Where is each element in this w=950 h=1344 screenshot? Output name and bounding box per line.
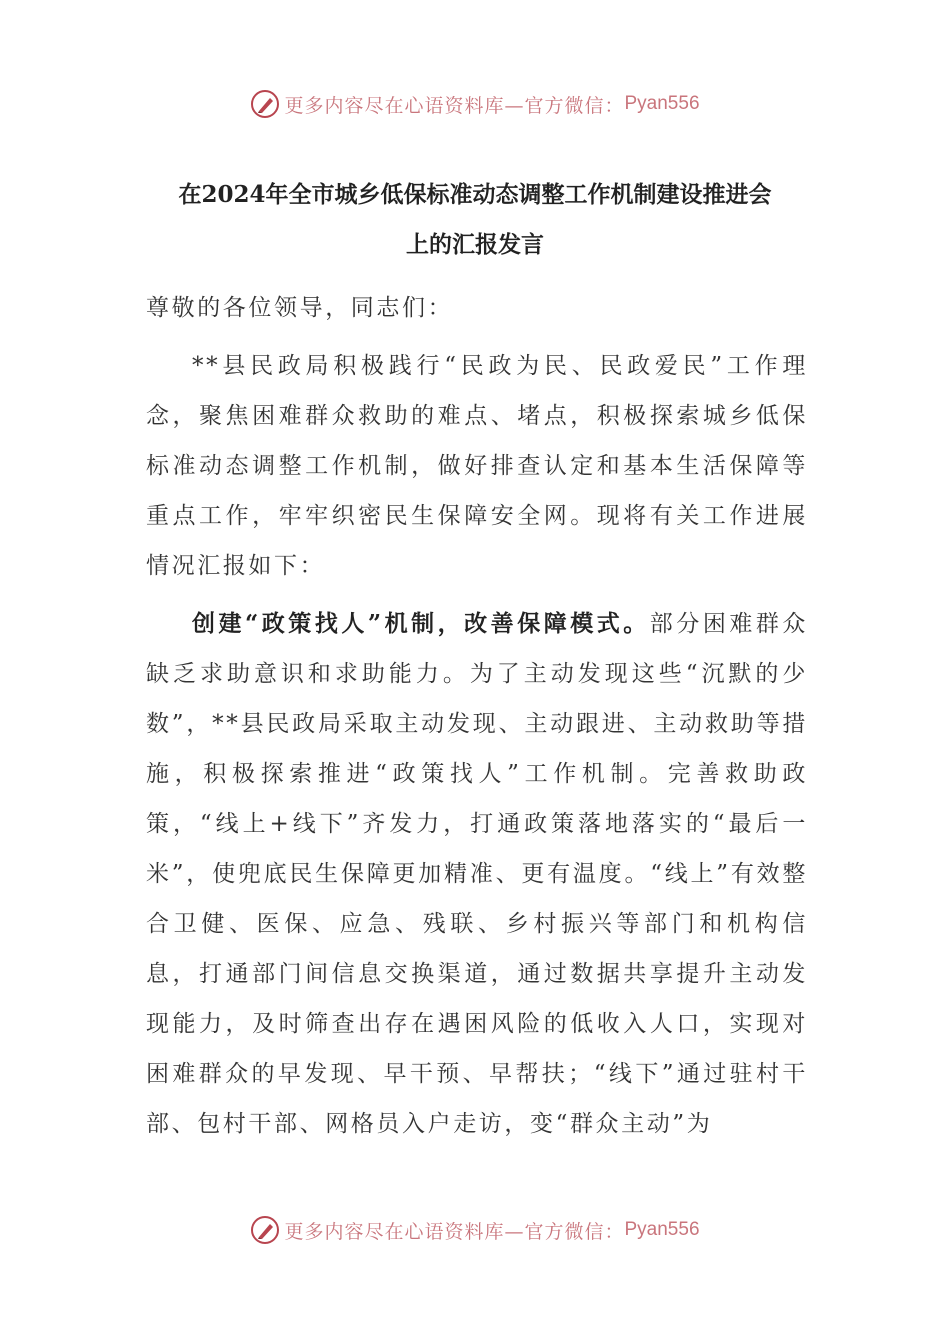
paragraph-intro: **县民政局积极践行“民政为民、民政爱民”工作理念，聚焦困难群众救助的难点、堵点，积极探索城乡低保标准动态调整工作机制，做好排查认定和基本生活保障等重点工作，牢牢织密民生保障安全网。现将有关工作进展情况汇报如下： (146, 353, 808, 579)
document-title (140, 170, 810, 270)
salutation: 尊敬的各位领导，同志们： (146, 295, 454, 321)
footer-watermark-banner (0, 1210, 950, 1250)
pen-logo-icon (250, 89, 280, 119)
banner-text: 更多内容尽在心语资料库—官方微信： (284, 1220, 625, 1243)
title-line-1: 在2024年全市城乡低保标准动态调整工作机制建设推进会 (178, 181, 772, 208)
banner-wechat-id: Pyan556 (624, 1219, 700, 1240)
paragraph-policy-body: 部分困难群众缺乏求助意识和求助能力。为了主动发现这些“沉默的少数”，**县民政局采取主动发现、主动跟进、主动救助等措施，积极探索推进“政策找人”工作机制。完善救助政策，“线上+线下”齐发力，打通政策落地落实的“最后一米”，使兜底民生保障更加精准、更有温度。“线上”有效整合卫健、医保、应急、残联、乡村振兴等部门和机构信息，打通部门间信息交换渠道，通过数据共享提升主动发现能力，及时筛查出存在遇困风险的低收入人口，实现对困难群众的早发现、早干预、早帮扶；“线下”通过驻村干部、包村干部、网格员入户走访，变“群众主动”为 (146, 611, 808, 1137)
header-watermark-banner (0, 84, 950, 124)
document-body (146, 283, 808, 1149)
paragraph-policy (146, 599, 808, 1149)
pen-logo-icon (250, 1215, 280, 1245)
banner-text: 更多内容尽在心语资料库—官方微信： (284, 94, 625, 117)
title-line-2: 上的汇报发言 (406, 231, 544, 258)
paragraph-policy-heading: 创建“政策找人”机制，改善保障模式。 (192, 610, 650, 637)
banner-wechat-id: Pyan556 (624, 93, 700, 114)
